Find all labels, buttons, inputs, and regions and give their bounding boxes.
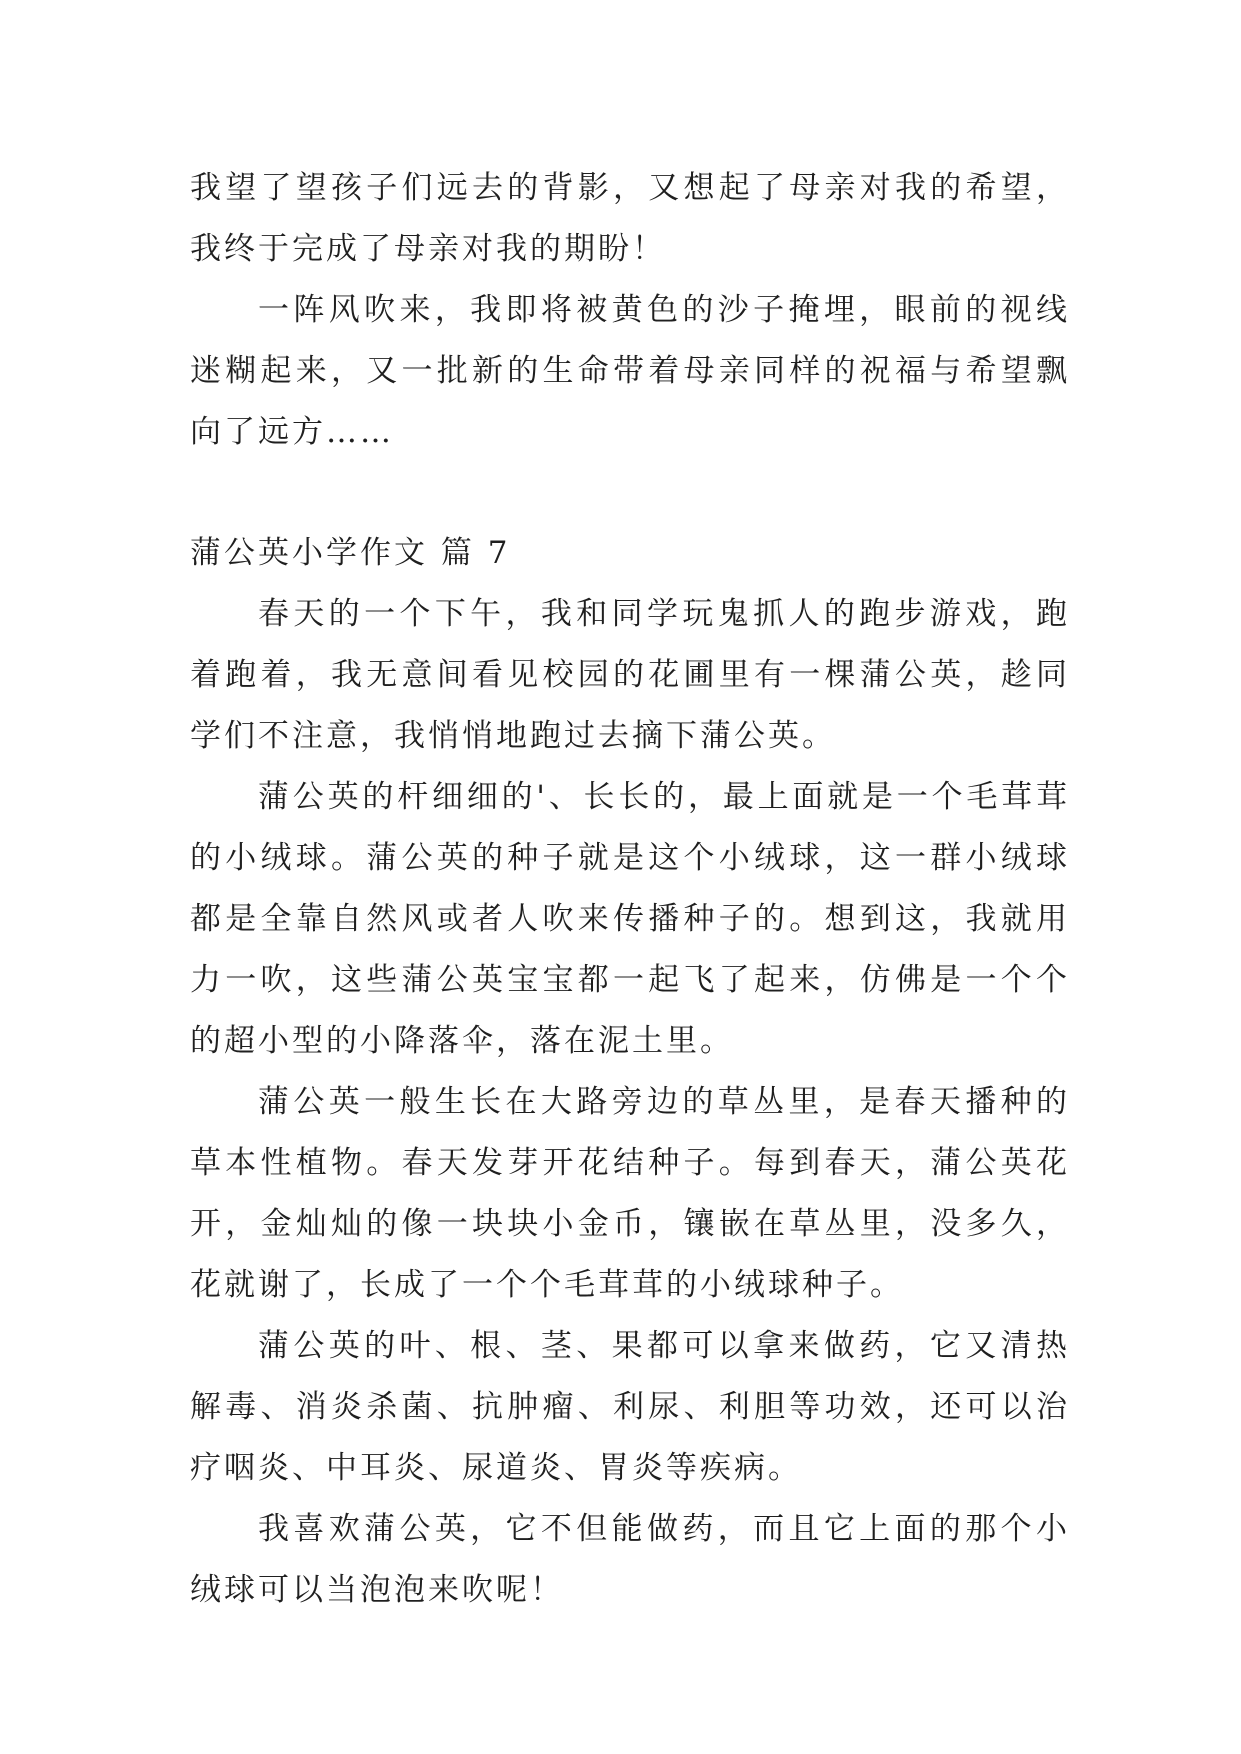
intro-paragraph-2: 一阵风吹来，我即将被黄色的沙子掩埋，眼前的视线迷糊起来，又一批新的生命带着母亲同样的祝福与希望飘向了远方…… <box>190 292 1070 450</box>
section-paragraph-5: 我喜欢蒲公英，它不但能做药，而且它上面的那个小绒球可以当泡泡来吹呢！ <box>190 1511 1070 1608</box>
section-spacer <box>190 463 1070 523</box>
section-paragraph-1: 春天的一个下午，我和同学玩鬼抓人的跑步游戏，跑着跑着，我无意间看见校园的花圃里有一棵蒲公英，趁同学们不注意，我悄悄地跑过去摘下蒲公英。 <box>190 596 1070 754</box>
section-paragraph-4: 蒲公英的叶、根、茎、果都可以拿来做药，它又清热解毒、消炎杀菌、抗肿瘤、利尿、利胆等功效，还可以治疗咽炎、中耳炎、尿道炎、胃炎等疾病。 <box>190 1328 1070 1486</box>
section-paragraph-2: 蒲公英的杆细细的'、长长的，最上面就是一个毛茸茸的小绒球。蒲公英的种子就是这个小绒球，这一群小绒球都是全靠自然风或者人吹来传播种子的。想到这，我就用力一吹，这些蒲公英宝宝都一起飞了起来，仿佛是一个个的超小型的小降落伞，落在泥土里。 <box>190 779 1070 1059</box>
document-body <box>190 158 1070 1621</box>
section-paragraph-3: 蒲公英一般生长在大路旁边的草丛里，是春天播种的草本性植物。春天发芽开花结种子。每到春天，蒲公英花开，金灿灿的像一块块小金币，镶嵌在草丛里，没多久，花就谢了，长成了一个个毛茸茸的小绒球种子。 <box>190 1084 1070 1303</box>
section-heading: 蒲公英小学作文 篇 7 <box>190 535 511 571</box>
intro-paragraph-1: 我望了望孩子们远去的背影，又想起了母亲对我的希望，我终于完成了母亲对我的期盼！ <box>190 170 1070 267</box>
